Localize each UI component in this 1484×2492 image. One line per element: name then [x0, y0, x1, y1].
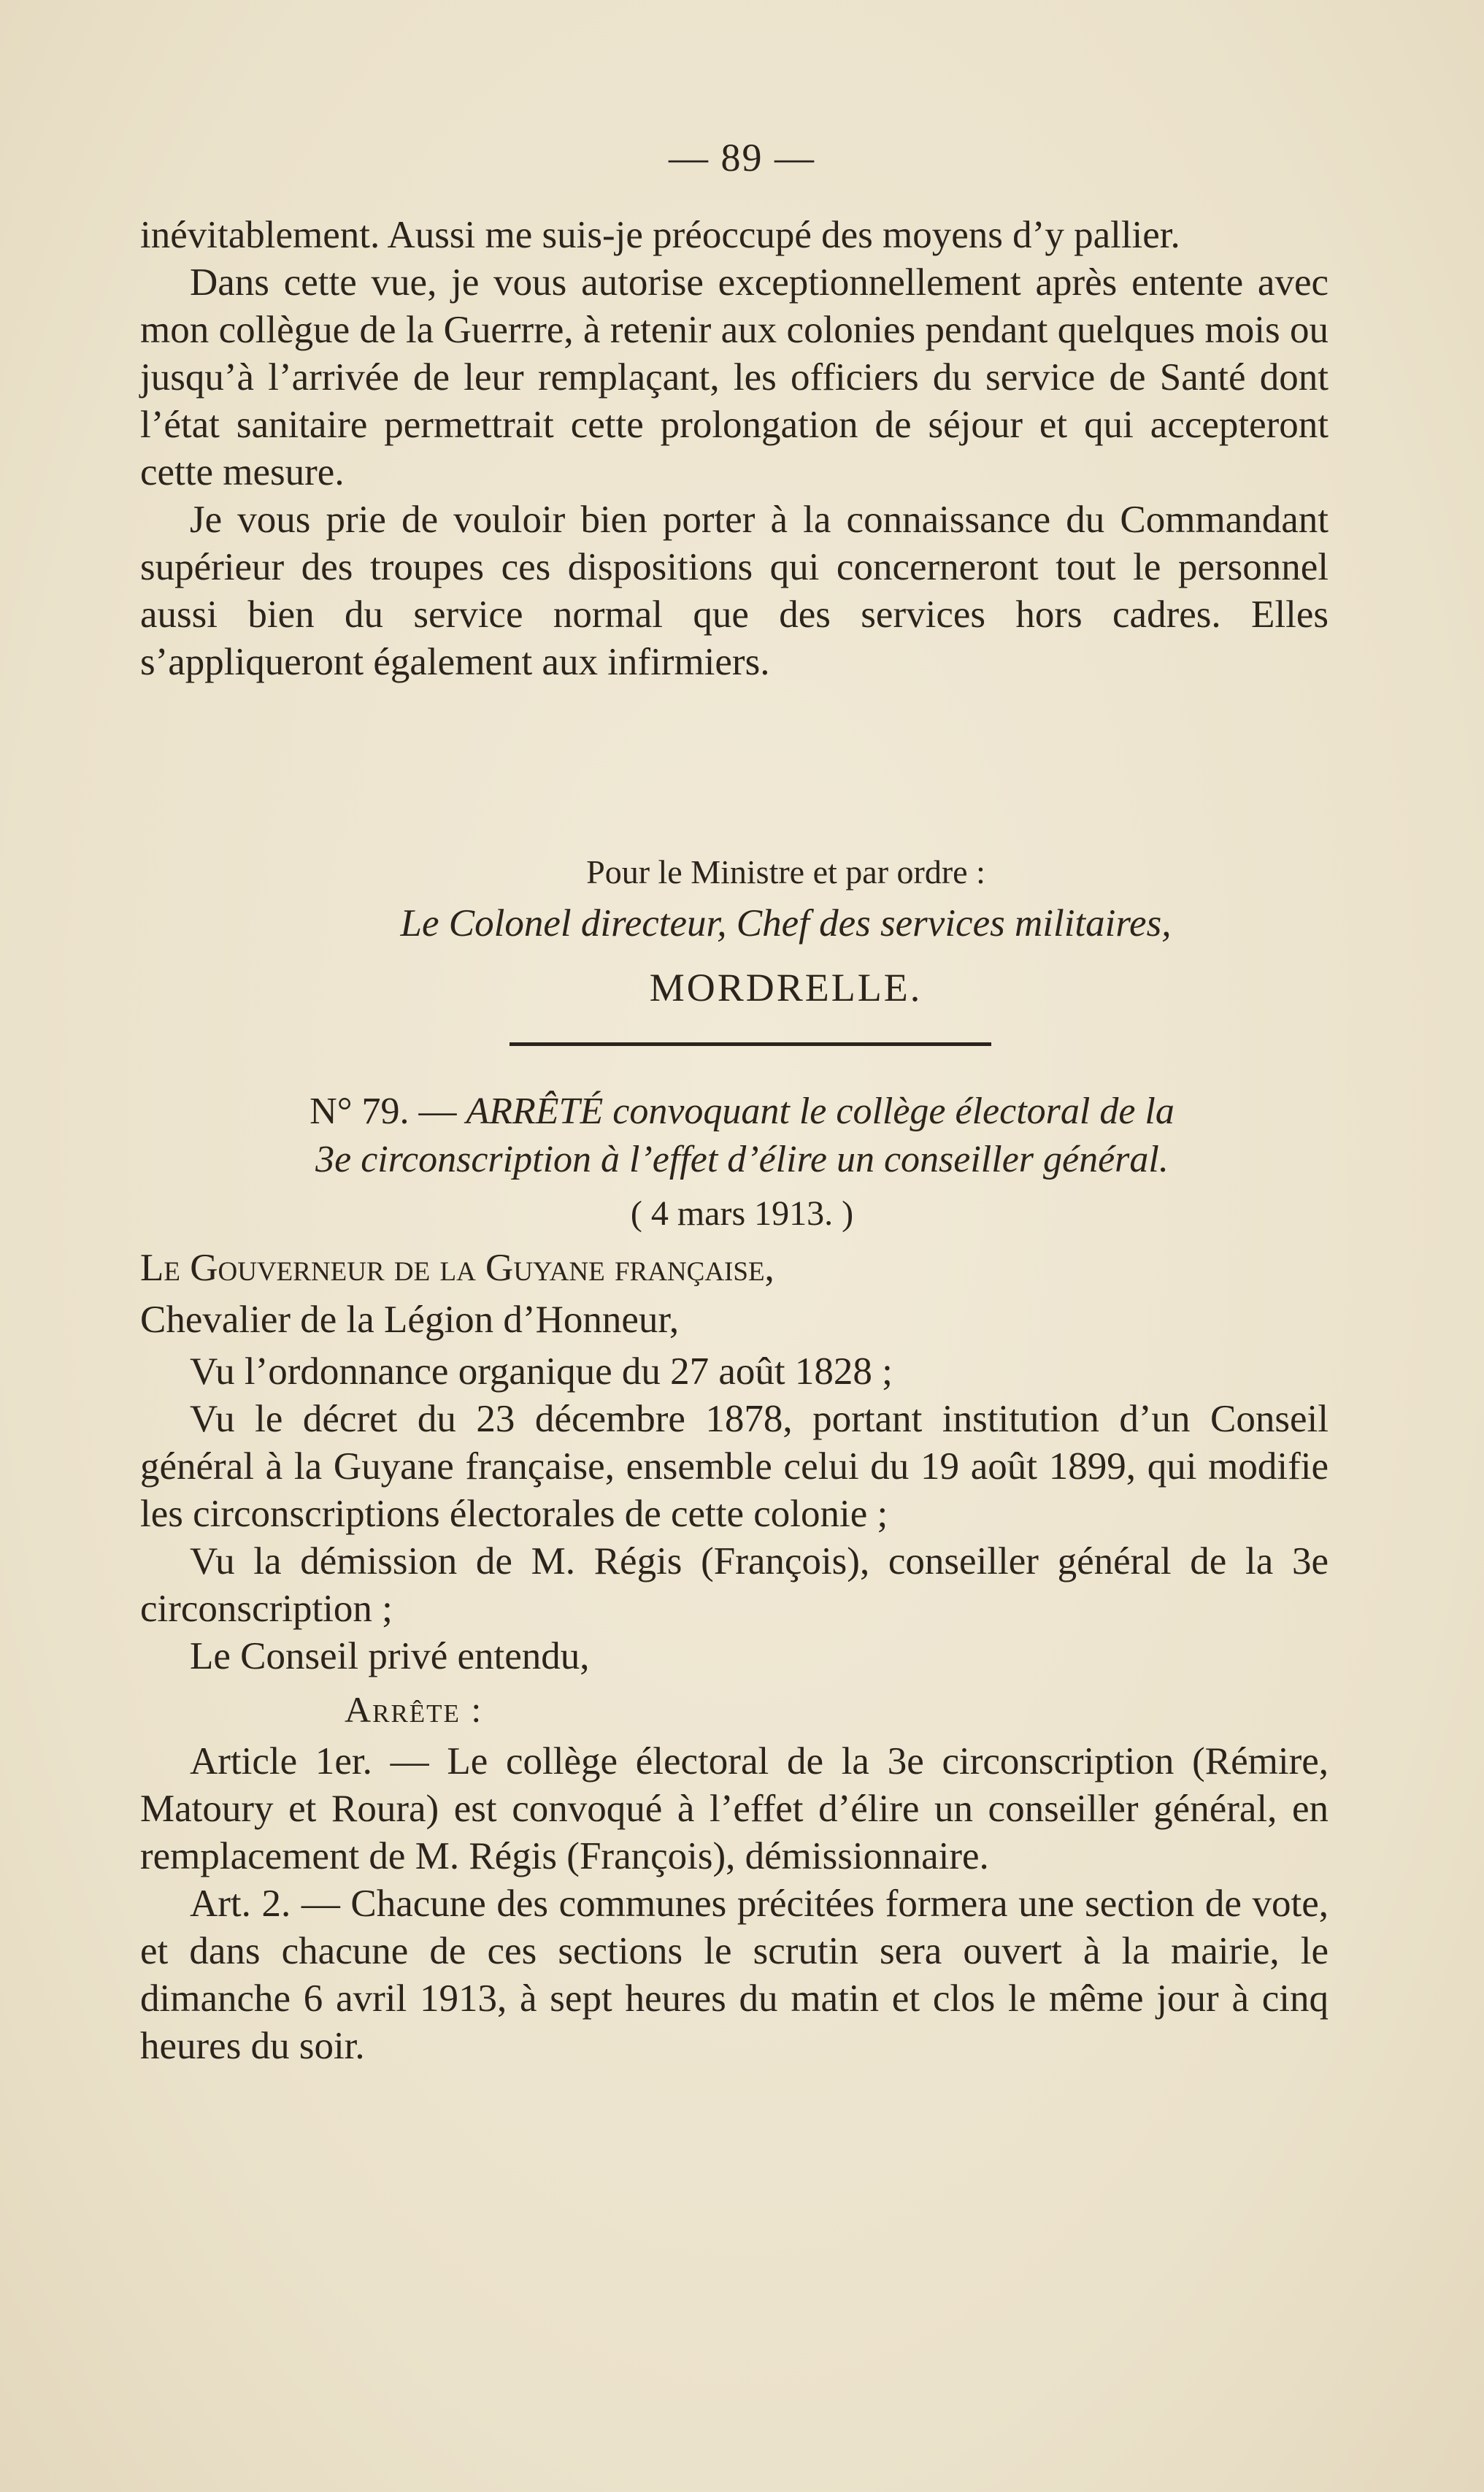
vu-ordonnance: Vu l’ordonnance organique du 27 août 1828 ;: [190, 1350, 893, 1393]
article-2: Art. 2. — Chacune des communes précitées formera une section de vote, et dans chacune de ces sections le scrutin sera ouvert à la mairie, le dimanche 6 avril 1913, à sept heures du matin et clos le même jour à cinq heures du soir.: [140, 1883, 1329, 2067]
paragraph-3: Je vous prie de vouloir bien porter à la connaissance du Commandant supérieur des troupes ces dispositions qui concerneront tout le personnel aussi bien du service normal que des services hors cadres. Elles s’appliqueront également aux infirmiers.: [140, 499, 1329, 683]
vu-decret: Vu le décret du 23 décembre 1878, portant institution d’un Conseil général à la Guyane française, ensemble celui du 19 août 1899, qui modifie les circonscriptions électorales de cette colonie ;: [140, 1398, 1329, 1535]
article-1: Article 1er. — Le collège électoral de la 3e circonscription (Rémire, Matoury et Roura) est convoqué à l’effet d’élire un conseiller général, en remplacement de M. Régis (François), démissionnaire.: [140, 1740, 1329, 1877]
paragraph-2: Dans cette vue, je vous autorise exceptionnellement après entente avec mon collègue de la Guerrre, à retenir aux colonies pendant quelques mois ou jusqu’à l’arrivée de leur remplaçant, les officiers du service de Santé dont l’état sanitaire permettrait cette prolongation de séjour et qui accepteront cette mesure.: [140, 261, 1329, 493]
paragraph-1: inévitablement. Aussi me suis-je préoccupé des moyens d’y pallier.: [140, 214, 1180, 256]
section-divider: [510, 1042, 991, 1046]
vu-demission: Vu la démission de M. Régis (François), conseiller général de la 3e circonscription ;: [140, 1540, 1329, 1630]
governor-line: Le Gouverneur de la Guyane française,: [140, 1247, 774, 1289]
arrete-label: Arrête :: [345, 1689, 483, 1730]
arrete-number: N° 79. —: [310, 1091, 457, 1132]
signature-title: Le Colonel directeur, Chef des services militaires,: [400, 902, 1172, 945]
letter-body: [140, 212, 1329, 686]
arrete-title: [0, 1088, 1484, 1184]
signature-name: MORDRELLE.: [649, 966, 923, 1010]
arrete-title-line-2: 3e circonscription à l’effet d’élire un conseiller général.: [315, 1139, 1169, 1180]
arrete-body: [140, 1245, 1329, 2070]
arrete-date: ( 4 mars 1913. ): [630, 1194, 854, 1233]
rank-line: Chevalier de la Légion d’Honneur,: [140, 1299, 680, 1341]
page-number: — 89 —: [669, 136, 815, 180]
signature-order-line: Pour le Ministre et par ordre :: [586, 853, 985, 891]
conseil-line: Le Conseil privé entendu,: [190, 1635, 590, 1677]
arrete-title-line-1: ARRÊTÉ convoquant le collège électoral de la: [466, 1091, 1174, 1132]
